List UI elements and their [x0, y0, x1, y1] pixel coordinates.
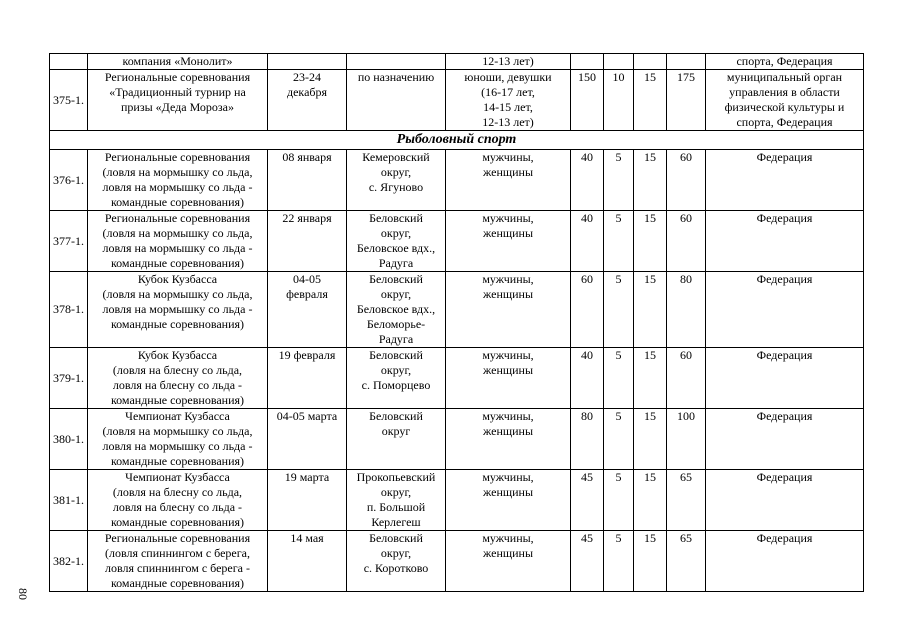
count-total: 60 [667, 150, 706, 211]
event-date: 04-05 февраля [268, 272, 347, 348]
row-number [50, 54, 88, 70]
event-organizer: Федерация [706, 211, 864, 272]
count-1: 80 [571, 409, 604, 470]
count-3: 15 [634, 409, 667, 470]
count-2: 5 [604, 150, 634, 211]
count-total: 65 [667, 470, 706, 531]
count-2: 5 [604, 409, 634, 470]
event-organizer: муниципальный орган управления в области физической культуры и спорта, Федерация [706, 70, 864, 131]
count-1: 45 [571, 531, 604, 592]
event-date: 19 марта [268, 470, 347, 531]
event-name: Кубок Кузбасса (ловля на блесну со льда, ловля на блесну со льда - командные соревнования) [88, 348, 268, 409]
row-number: 381-1. [50, 470, 88, 531]
count-total: 60 [667, 348, 706, 409]
count-total: 175 [667, 70, 706, 131]
event-place [347, 54, 446, 70]
count-2: 10 [604, 70, 634, 131]
event-date: 04-05 марта [268, 409, 347, 470]
table-row [50, 54, 864, 70]
table-row [50, 348, 864, 409]
count-3 [634, 54, 667, 70]
event-organizer: Федерация [706, 348, 864, 409]
event-organizer: Федерация [706, 531, 864, 592]
event-name: Чемпионат Кузбасса (ловля на блесну со льда, ловля на блесну со льда - командные соревнования) [88, 470, 268, 531]
event-date: 14 мая [268, 531, 347, 592]
event-name: Региональные соревнования (ловля на мормышку со льда, ловля на мормышку со льда - командные соревнования) [88, 150, 268, 211]
table-row [50, 150, 864, 211]
table-row [50, 272, 864, 348]
row-number: 378-1. [50, 272, 88, 348]
count-1: 40 [571, 211, 604, 272]
count-total: 60 [667, 211, 706, 272]
event-organizer: Федерация [706, 150, 864, 211]
count-3: 15 [634, 272, 667, 348]
event-name: Кубок Кузбасса (ловля на мормышку со льда, ловля на мормышку со льда - командные соревнования) [88, 272, 268, 348]
count-total [667, 54, 706, 70]
count-1: 40 [571, 348, 604, 409]
event-participants: мужчины, женщины [446, 409, 571, 470]
count-3: 15 [634, 70, 667, 131]
event-name: Региональные соревнования «Традиционный турнир на призы «Деда Мороза» [88, 70, 268, 131]
event-participants: мужчины, женщины [446, 211, 571, 272]
event-place: Беловский округ, Беловское вдх., Радуга [347, 211, 446, 272]
count-3: 15 [634, 211, 667, 272]
table-row [50, 70, 864, 131]
count-2: 5 [604, 348, 634, 409]
event-place: Беловский округ [347, 409, 446, 470]
event-date: 19 февраля [268, 348, 347, 409]
count-3: 15 [634, 470, 667, 531]
event-name: Региональные соревнования (ловля спиннингом с берега, ловля спиннингом с берега - командные соревнования) [88, 531, 268, 592]
event-participants: мужчины, женщины [446, 150, 571, 211]
row-number: 376-1. [50, 150, 88, 211]
table-row [50, 531, 864, 592]
count-total: 100 [667, 409, 706, 470]
row-number: 379-1. [50, 348, 88, 409]
count-3: 15 [634, 348, 667, 409]
count-3: 15 [634, 531, 667, 592]
count-2: 5 [604, 470, 634, 531]
events-table [49, 53, 864, 592]
event-participants: мужчины, женщины [446, 272, 571, 348]
event-organizer: Федерация [706, 470, 864, 531]
count-total: 80 [667, 272, 706, 348]
event-place: по назначению [347, 70, 446, 131]
event-place: Беловский округ, Беловское вдх., Беломорье- Радуга [347, 272, 446, 348]
event-date: 22 января [268, 211, 347, 272]
event-date: 23-24 декабря [268, 70, 347, 131]
count-total: 65 [667, 531, 706, 592]
section-row [50, 131, 864, 150]
event-name: компания «Монолит» [88, 54, 268, 70]
event-organizer: Федерация [706, 272, 864, 348]
event-participants: 12-13 лет) [446, 54, 571, 70]
count-1 [571, 54, 604, 70]
event-organizer: Федерация [706, 409, 864, 470]
event-participants: мужчины, женщины [446, 470, 571, 531]
table-row [50, 409, 864, 470]
event-participants: мужчины, женщины [446, 531, 571, 592]
table-row [50, 470, 864, 531]
row-number: 382-1. [50, 531, 88, 592]
row-number: 380-1. [50, 409, 88, 470]
event-date: 08 января [268, 150, 347, 211]
row-number: 377-1. [50, 211, 88, 272]
event-place: Прокопьевский округ, п. Большой Керлегеш [347, 470, 446, 531]
table-row [50, 211, 864, 272]
count-2 [604, 54, 634, 70]
section-title: Рыболовный спорт [50, 131, 864, 150]
event-place: Кемеровский округ, с. Ягуново [347, 150, 446, 211]
event-organizer: спорта, Федерация [706, 54, 864, 70]
event-date [268, 54, 347, 70]
event-participants: мужчины, женщины [446, 348, 571, 409]
count-1: 45 [571, 470, 604, 531]
event-participants: юноши, девушки (16-17 лет, 14-15 лет, 12-13 лет) [446, 70, 571, 131]
count-2: 5 [604, 211, 634, 272]
count-3: 15 [634, 150, 667, 211]
count-1: 40 [571, 150, 604, 211]
page-number: 80 [16, 588, 30, 600]
event-place: Беловский округ, с. Поморцево [347, 348, 446, 409]
event-place: Беловский округ, с. Коротково [347, 531, 446, 592]
event-name: Региональные соревнования (ловля на мормышку со льда, ловля на мормышку со льда - командные соревнования) [88, 211, 268, 272]
count-2: 5 [604, 531, 634, 592]
count-1: 60 [571, 272, 604, 348]
count-1: 150 [571, 70, 604, 131]
count-2: 5 [604, 272, 634, 348]
event-name: Чемпионат Кузбасса (ловля на мормышку со льда, ловля на мормышку со льда - командные соревнования) [88, 409, 268, 470]
row-number: 375-1. [50, 70, 88, 131]
